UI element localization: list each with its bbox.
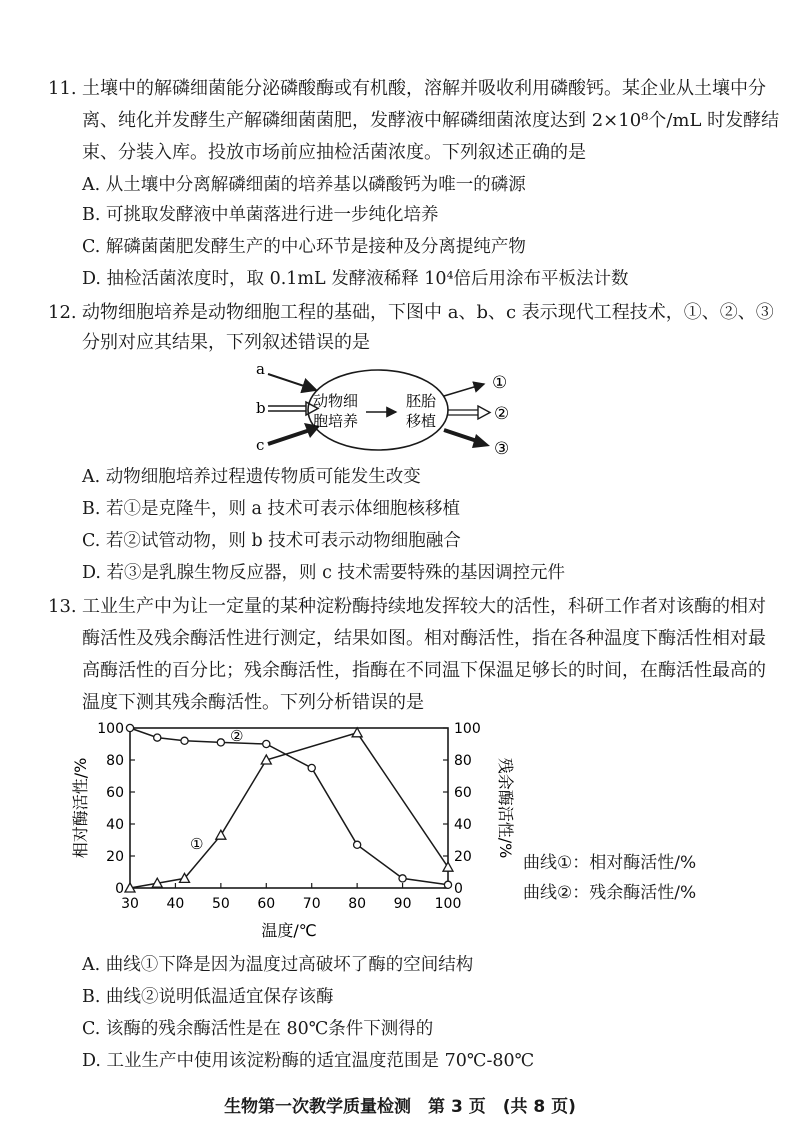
q13-option-a: A. 曲线①下降是因为温度过高破坏了酶的空间结构 xyxy=(82,955,474,975)
y-right-tick-label: 60 xyxy=(454,785,472,801)
output-arrow-3 xyxy=(444,430,490,448)
q11-line-3: 束、分装入库。投放市场前应抽检活菌浓度。下列叙述正确的是 xyxy=(82,142,586,163)
q13-option-b: B. 曲线②说明低温适宜保存该酶 xyxy=(82,987,334,1007)
series-2-point xyxy=(444,881,451,888)
q12-line-1: 12. 动物细胞培养是动物细胞工程的基础，下图中 a、b、c 表示现代工程技术，①、②、③ xyxy=(48,300,774,326)
series-2-point xyxy=(308,764,315,771)
embryo-transfer-label-2: 移植 xyxy=(406,412,437,430)
arrow-a xyxy=(268,374,316,390)
y-axis-left-label: 相对酶活性/% xyxy=(71,757,90,859)
embryo-transfer-label-1: 胚胎 xyxy=(406,392,437,410)
x-tick-label: 40 xyxy=(166,896,185,912)
x-tick-label: 60 xyxy=(257,896,276,912)
q12-line-2: 分别对应其结果，下列叙述错误的是 xyxy=(82,332,370,353)
q13-option-d: D. 工业生产中使用该淀粉酶的适宜温度范围是 70℃-80℃ xyxy=(82,1051,535,1071)
cell-culture-label-1: 动物细 xyxy=(313,392,359,410)
q11-line-2: 离、纯化并发酵生产解磷细菌菌肥，发酵液中解磷细菌浓度达到 2×10⁸个/mL 时发酵结 xyxy=(82,110,780,131)
q12-option-b: B. 若①是克隆牛，则 a 技术可表示体细胞核移植 xyxy=(82,499,461,519)
output-3-label: ③ xyxy=(494,439,510,459)
curve-2-label: ② xyxy=(230,727,244,745)
q13-line-3: 高酶活性的百分比；残余酶活性，指酶在不同温下保温足够长的时间，在酶活性最高的 xyxy=(82,660,766,681)
cell-culture-label-2: 胞培养 xyxy=(313,412,359,430)
x-tick-label: 50 xyxy=(211,896,230,912)
output-2-label: ② xyxy=(494,404,510,424)
series-2-point xyxy=(154,734,161,741)
series-markers xyxy=(125,724,453,892)
legend-curve-1: 曲线①：相对酶活性/% xyxy=(523,853,697,873)
series-1-point xyxy=(216,830,226,839)
q11-line-1: 11. 土壤中的解磷细菌能分泌磷酸酶或有机酸，溶解并吸收利用磷酸钙。某企业从土壤中分 xyxy=(48,76,766,102)
series-2-point xyxy=(217,739,224,746)
series-1-point xyxy=(443,862,453,871)
y-left-tick-label: 20 xyxy=(106,849,124,865)
series-2-point xyxy=(263,740,270,747)
output-arrow-1 xyxy=(444,384,484,396)
y-left-tick-label: 40 xyxy=(106,817,124,833)
arrow-b xyxy=(268,402,318,415)
curve-1-label: ① xyxy=(190,835,204,853)
enzyme-activity-chart xyxy=(60,712,520,946)
y-left-tick-label: 100 xyxy=(97,721,124,737)
series-2-point xyxy=(181,737,188,744)
output-arrow-2 xyxy=(448,406,490,419)
series-2-point xyxy=(126,724,133,731)
q11-option-d: D. 抽检活菌浓度时，取 0.1mL 发酵液稀释 10⁴倍后用涂布平板法计数 xyxy=(82,269,629,289)
y-axis-right-label: 残余酶活性/% xyxy=(496,757,515,859)
series-2-line xyxy=(130,728,448,885)
input-a-label: a xyxy=(256,360,265,378)
y-right-tick-label: 80 xyxy=(454,753,472,769)
x-tick-label: 30 xyxy=(121,896,139,912)
y-right-tick-label: 40 xyxy=(454,817,472,833)
q12-option-c: C. 若②试管动物，则 b 技术可表示动物细胞融合 xyxy=(82,531,461,551)
input-b-label: b xyxy=(256,399,266,417)
series-2-point xyxy=(399,875,406,882)
y-left-tick-label: 0 xyxy=(115,881,124,897)
x-tick-label: 80 xyxy=(348,896,367,912)
q13-line-4: 温度下测其残余酶活性。下列分析错误的是 xyxy=(82,692,424,713)
q12-option-a: A. 动物细胞培养过程遗传物质可能发生改变 xyxy=(82,467,421,487)
page-footer: 生物第一次教学质量检测 第 3 页 (共 8 页) xyxy=(224,1097,576,1117)
q13-option-c: C. 该酶的残余酶活性是在 80℃条件下测得的 xyxy=(82,1019,434,1039)
y-left-tick-label: 60 xyxy=(106,785,124,801)
input-c-label: c xyxy=(256,436,265,454)
y-right-tick-label: 20 xyxy=(454,849,472,865)
engineering-diagram xyxy=(250,360,530,460)
q13-number: 13. xyxy=(48,596,77,617)
y-right-tick-label: 0 xyxy=(454,881,463,897)
q11-option-a: A. 从土壤中分离解磷细菌的培养基以磷酸钙为唯一的磷源 xyxy=(82,175,526,195)
q11-option-b: B. 可挑取发酵液中单菌落进行进一步纯化培养 xyxy=(82,205,439,225)
legend-curve-2: 曲线②：残余酶活性/% xyxy=(523,883,697,903)
plot-frame xyxy=(130,728,448,888)
process-ellipse xyxy=(308,370,448,450)
series-2-point xyxy=(354,841,361,848)
series-1-point xyxy=(352,728,362,737)
series-lines xyxy=(130,728,448,888)
q11-number: 11. xyxy=(48,78,77,99)
q13-line-1: 13. 工业生产中为让一定量的某种淀粉酶持续地发挥较大的活性，科研工作者对该酶的相对 xyxy=(48,594,766,620)
x-tick-label: 90 xyxy=(393,896,412,912)
q13-line-2: 酶活性及残余酶活性进行测定，结果如图。相对酶活性，指在各种温度下酶活性相对最 xyxy=(82,628,766,649)
q12-number: 12. xyxy=(48,302,77,323)
x-tick-label: 70 xyxy=(302,896,321,912)
q12-option-d: D. 若③是乳腺生物反应器，则 c 技术需要特殊的基因调控元件 xyxy=(82,563,565,583)
output-1-label: ① xyxy=(492,373,508,393)
x-axis-label: 温度/℃ xyxy=(261,921,317,940)
y-left-tick-label: 80 xyxy=(106,753,124,769)
y-right-tick-label: 100 xyxy=(454,721,481,737)
q11-option-c: C. 解磷菌菌肥发酵生产的中心环节是接种及分离提纯产物 xyxy=(82,237,526,257)
x-tick-label: 100 xyxy=(434,896,462,912)
